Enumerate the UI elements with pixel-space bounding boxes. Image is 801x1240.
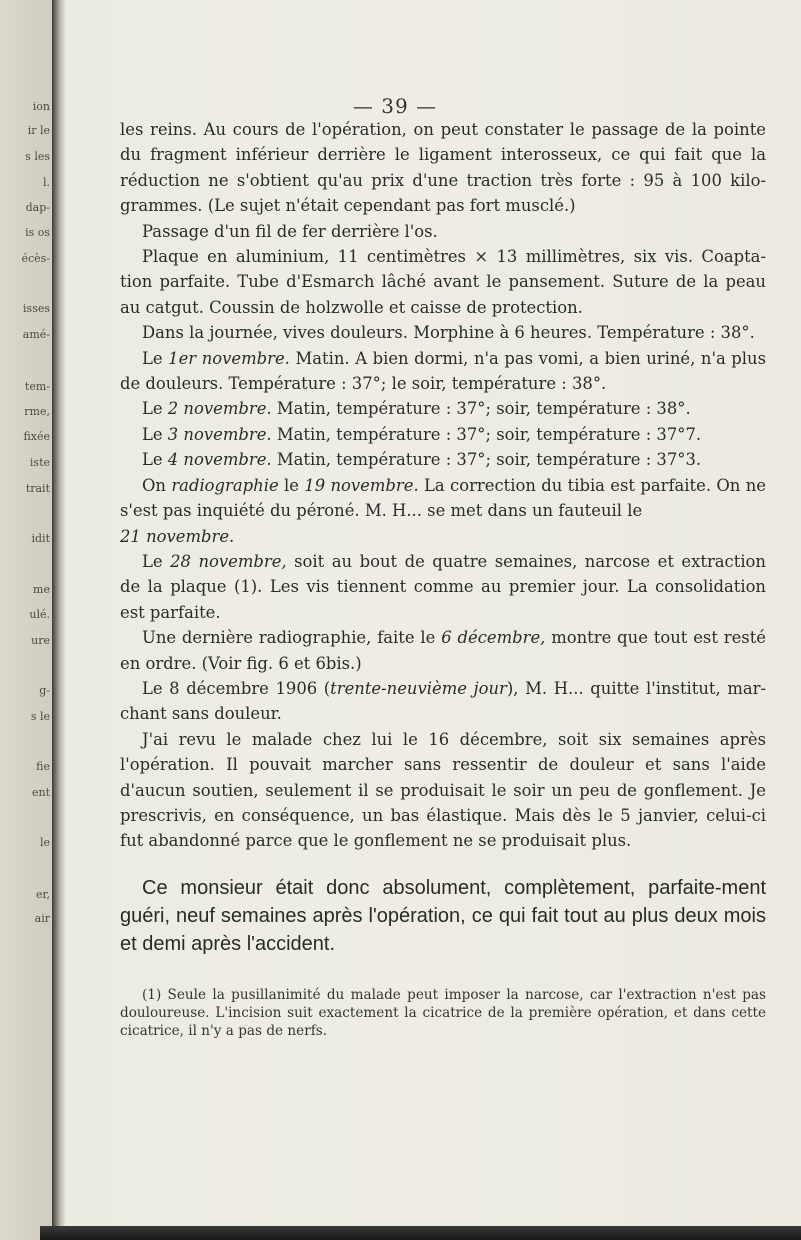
margin-fragment: ir le (27, 124, 50, 137)
date-italic: 28 novembre, (170, 551, 287, 571)
footnote: (1) Seule la pusillanimité du malade peut imposer la narcose, car l'extraction n'est pas douloureuse. L'incision suit exactement la cicatrice de la première opération, et dans cette cicatrice, il n'y a pas de nerfs. (120, 986, 766, 1039)
margin-fragment: trait (25, 482, 50, 495)
margin-fragment: l. (42, 176, 50, 189)
margin-fragment: rme, (24, 405, 50, 418)
margin-fragment: le (39, 836, 50, 849)
margin-fragment: dap- (25, 201, 50, 214)
date-italic: 2 novembre. (167, 399, 272, 419)
paragraph: On radiographie le 19 novembre. La correction du tibia est parfaite. On ne s'est pas inquiété du péroné. M. H... se met dans un fauteuil le 21 novembre. (120, 475, 766, 546)
book-gutter-shadow (52, 0, 66, 1240)
paragraph: J'ai revu le malade chez lui le 16 décembre, soit six semaines après l'opération. Il pouvait marcher sans ressentir de douleur et sans l'aide d'aucun soutien, seulement il se produisait le soir un peu de gonflement. Je prescrivis, en conséquence, un bas élastique. Mais dès le 5 janvier, celui-ci fut abandonné parce que le gonflement ne se produisait plus. (120, 729, 766, 851)
body-text (120, 117, 766, 1040)
paragraph: Le 2 novembre. Matin, température : 37°; soir, température : 38°. (142, 399, 691, 419)
date-italic: 1er novembre. (168, 348, 290, 368)
term-italic: radiographie (171, 475, 279, 495)
margin-fragment: air (34, 912, 50, 925)
margin-fragment: me (33, 583, 50, 596)
paragraph: Dans la journée, vives douleurs. Morphine à 6 heures. Température : 38°. (142, 323, 755, 343)
date-italic: trente-neuvième jour (330, 678, 507, 698)
paragraph: Le 28 novembre, soit au bout de quatre semaines, narcose et extraction de la plaque (1). Les vis tiennent comme au premier jour. La consolidation est parfaite. (120, 551, 766, 622)
margin-fragment: ent (31, 786, 50, 799)
paragraph: les reins. Au cours de l'opération, on peut constater le passage de la pointe du fragment inférieur derrière le ligament interosseux, ce qui fait que la réduction ne s'obtient qu'au prix d'une traction très forte : 95 à 100 kilo-grammes. (Le sujet n'était cependant pas fort musclé.) (120, 120, 766, 216)
paragraph: Le 8 décembre 1906 (trente-neuvième jour), M. H... quitte l'institut, mar-chant sans douleur. (120, 678, 767, 724)
margin-fragment: tem- (24, 380, 50, 393)
paragraph: Le 4 novembre. Matin, température : 37°; soir, température : 37°3. (142, 450, 702, 470)
margin-fragment: iste (29, 456, 50, 469)
margin-fragment: g- (39, 684, 50, 697)
paragraph: Plaque en aluminium, 11 centimètres × 13 millimètres, six vis. Coapta-tion parfaite. Tube d'Esmarch lâché avant le pansement. Suture de la peau au catgut. Coussin de holzwolle et caisse de protection. (120, 247, 766, 317)
date-italic: 3 novembre. (167, 424, 272, 444)
conclusion-statement: Ce monsieur était donc absolument, complètement, parfaite-ment guéri, neuf semaines après l'opération, ce qui fait tout au plus deux mois et demi après l'accident. (120, 876, 766, 955)
date-italic: 21 novembre. (120, 526, 235, 546)
margin-fragment: s les (25, 150, 50, 163)
margin-fragment: ion (32, 100, 50, 113)
paragraph: Le 3 novembre. Matin, température : 37°; soir, température : 37°7. (142, 424, 702, 444)
margin-fragment: isses (23, 302, 50, 315)
paragraph: Passage d'un fil de fer derrière l'os. (142, 221, 438, 241)
date-italic: 4 novembre. (167, 450, 272, 470)
margin-fragment: s le (30, 710, 50, 723)
paragraph: Le 1er novembre. Matin. A bien dormi, n'a pas vomi, a bien uriné, n'a plus de douleurs. Température : 37°; le soir, température : 38°. (120, 348, 767, 394)
margin-fragment: ulé. (29, 608, 50, 621)
margin-fragment: fie (36, 760, 50, 773)
date-italic: 19 novembre. (304, 475, 419, 495)
page-number: — 39 — (352, 94, 438, 118)
paragraph: Une dernière radiographie, faite le 6 décembre, montre que tout est resté en ordre. (Voir fig. 6 et 6bis.) (120, 628, 766, 673)
date-italic: 6 décembre, (441, 628, 546, 648)
margin-fragment: fixée (23, 430, 50, 443)
margin-fragment: idit (31, 532, 50, 545)
previous-page-edge (0, 0, 54, 1240)
margin-fragment: ure (31, 634, 50, 647)
margin-fragment: is os (25, 226, 50, 239)
margin-fragment: er, (35, 888, 50, 901)
margin-fragment: écès- (21, 252, 50, 265)
margin-fragment: amé- (22, 328, 50, 341)
scan-bottom-edge (40, 1226, 801, 1240)
